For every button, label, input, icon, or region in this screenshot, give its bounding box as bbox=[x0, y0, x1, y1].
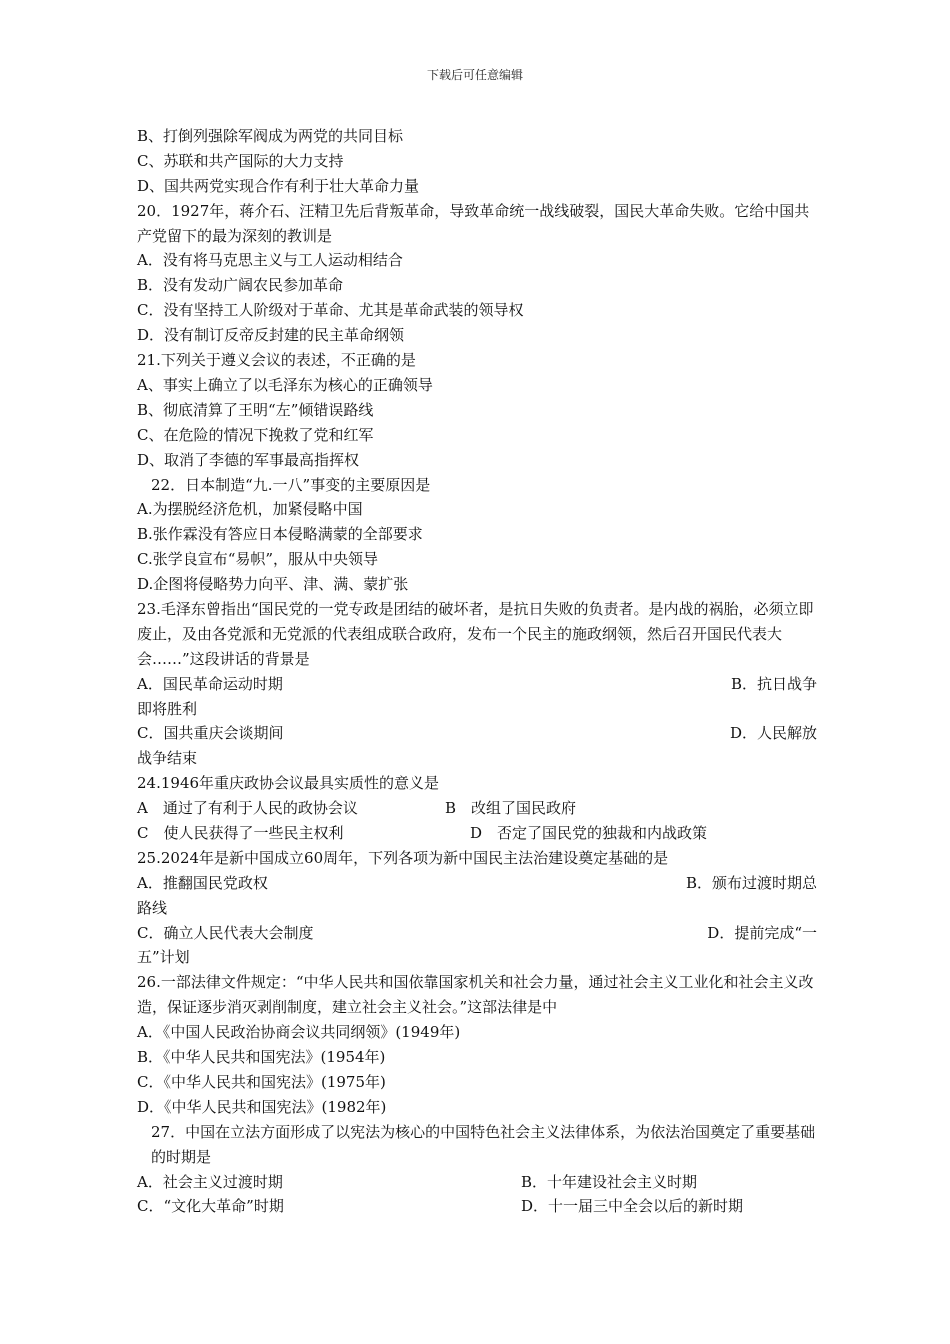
question-23: 23.毛泽东曾指出“国民党的一党专政是团结的破坏者，是抗日失败的负责者。是内战的祸胎，必须立即废止，及由各党派和无党派的代表组成联合政府，发布一个民主的施政纲领，然后召开国民代表大会……”这段讲话的背景是 bbox=[137, 599, 814, 668]
option-c-q25: C．确立人民代表大会制度 bbox=[137, 923, 314, 942]
option-d-q25: D．提前完成“一 bbox=[707, 923, 817, 942]
option-b-q24: B 改组了国民政府 bbox=[445, 799, 577, 818]
option-a-q20: A．没有将马克思主义与工人运动相结合 bbox=[137, 251, 403, 270]
option-a-q23: A．国民革命运动时期 bbox=[137, 674, 283, 693]
option-b-q26: B．《中华人民共和国宪法》(1954年) bbox=[137, 1048, 386, 1067]
question-25: 25.2024年是新中国成立60周年，下列各项为新中国民主法治建设奠定基础的是 bbox=[137, 848, 669, 867]
question-27: 27．中国在立法方面形成了以宪法为核心的中国特色社会主义法律体系，为依法治国奠定了重要基础的时期是 bbox=[151, 1122, 816, 1166]
option-b-q23-continued: 即将胜利 bbox=[137, 699, 198, 718]
question-20: 20．1927年，蒋介石、汪精卫先后背叛革命，导致革命统一战线破裂，国民大革命失败。它给中国共产党留下的最为深刻的教训是 bbox=[137, 201, 810, 245]
options-cd-q23 bbox=[137, 721, 817, 746]
option-d-q23: D．人民解放 bbox=[729, 724, 817, 743]
option-b-q22: B.张作霖没有答应日本侵略满蒙的全部要求 bbox=[137, 525, 423, 544]
option-b-q27: B．十年建设社会主义时期 bbox=[521, 1172, 698, 1191]
option-d-q27: D．十一届三中全会以后的新时期 bbox=[521, 1197, 744, 1216]
option-c-q22: C.张学良宣布“易帜”，服从中央领导 bbox=[137, 550, 379, 569]
option-d-q20: D．没有制订反帝反封建的民主革命纲领 bbox=[137, 326, 405, 345]
options-ab-q25 bbox=[137, 871, 817, 896]
option-a-q24: A 通过了有利于人民的政协会议 bbox=[137, 799, 358, 818]
option-b-q23: B．抗日战争 bbox=[730, 674, 817, 693]
option-d-q25-continued: 五”计划 bbox=[137, 948, 190, 967]
question-26: 26.一部法律文件规定：“中华人民共和国依靠国家机关和社会力量，通过社会主义工业化和社会主义改造，保证逐步消灭剥削制度，建立社会主义社会。”这部法律是中 bbox=[137, 973, 814, 1017]
options-cd-q24 bbox=[137, 821, 817, 846]
option-c-q24: C 使人民获得了一些民主权利 bbox=[137, 824, 344, 843]
option-a-q21: A、事实上确立了以毛泽东为核心的正确领导 bbox=[137, 375, 433, 394]
option-c-q26: C．《中华人民共和国宪法》(1975年) bbox=[137, 1072, 386, 1091]
option-d-q26: D．《中华人民共和国宪法》(1982年) bbox=[137, 1097, 387, 1116]
options-ab-q27 bbox=[137, 1170, 817, 1195]
option-a-q26: A．《中国人民政治协商会议共同纲领》(1949年) bbox=[137, 1023, 461, 1042]
option-a-q22: A.为摆脱经济危机，加紧侵略中国 bbox=[137, 500, 363, 519]
question-21: 21.下列关于遵义会议的表述，不正确的是 bbox=[137, 351, 416, 370]
option-b-q21: B、彻底清算了王明“左”倾错误路线 bbox=[137, 400, 374, 419]
option-d-q24: D 否定了国民党的独裁和内战政策 bbox=[470, 824, 708, 843]
option-d-q22: D.企图将侵略势力向平、津、满、蒙扩张 bbox=[137, 575, 409, 594]
options-ab-q24 bbox=[137, 796, 817, 821]
option-c-q20: C．没有坚持工人阶级对于革命、尤其是革命武装的领导权 bbox=[137, 301, 524, 320]
document-body bbox=[137, 124, 817, 1219]
option-d-q19: D、国共两党实现合作有利于壮大革命力量 bbox=[137, 176, 420, 195]
question-22: 22．日本制造“九.一八”事变的主要原因是 bbox=[151, 475, 431, 494]
option-b-q25-continued: 路线 bbox=[137, 898, 168, 917]
option-b-q25: B．颁布过渡时期总 bbox=[685, 873, 817, 892]
option-c-q23: C．国共重庆会谈期间 bbox=[137, 724, 284, 743]
option-a-q27: A．社会主义过渡时期 bbox=[137, 1172, 283, 1191]
option-d-q23-continued: 战争结束 bbox=[137, 749, 198, 768]
option-b-q20: B．没有发动广阔农民参加革命 bbox=[137, 276, 344, 295]
option-c-q27: C．“文化大革命”时期 bbox=[137, 1197, 284, 1216]
option-d-q21: D、取消了李德的军事最高指挥权 bbox=[137, 450, 360, 469]
page-header: 下载后可任意编辑 bbox=[426, 68, 523, 82]
question-24: 24.1946年重庆政协会议最具实质性的意义是 bbox=[137, 774, 440, 793]
options-cd-q25 bbox=[137, 921, 817, 946]
option-a-q25: A．推翻国民党政权 bbox=[137, 873, 268, 892]
options-ab-q23 bbox=[137, 672, 817, 697]
option-b-q19: B、打倒列强除军阀成为两党的共同目标 bbox=[137, 127, 404, 145]
option-c-q19: C、苏联和共产国际的大力支持 bbox=[137, 151, 344, 170]
options-cd-q27 bbox=[137, 1194, 817, 1219]
option-c-q21: C、在危险的情况下挽救了党和红军 bbox=[137, 425, 374, 444]
